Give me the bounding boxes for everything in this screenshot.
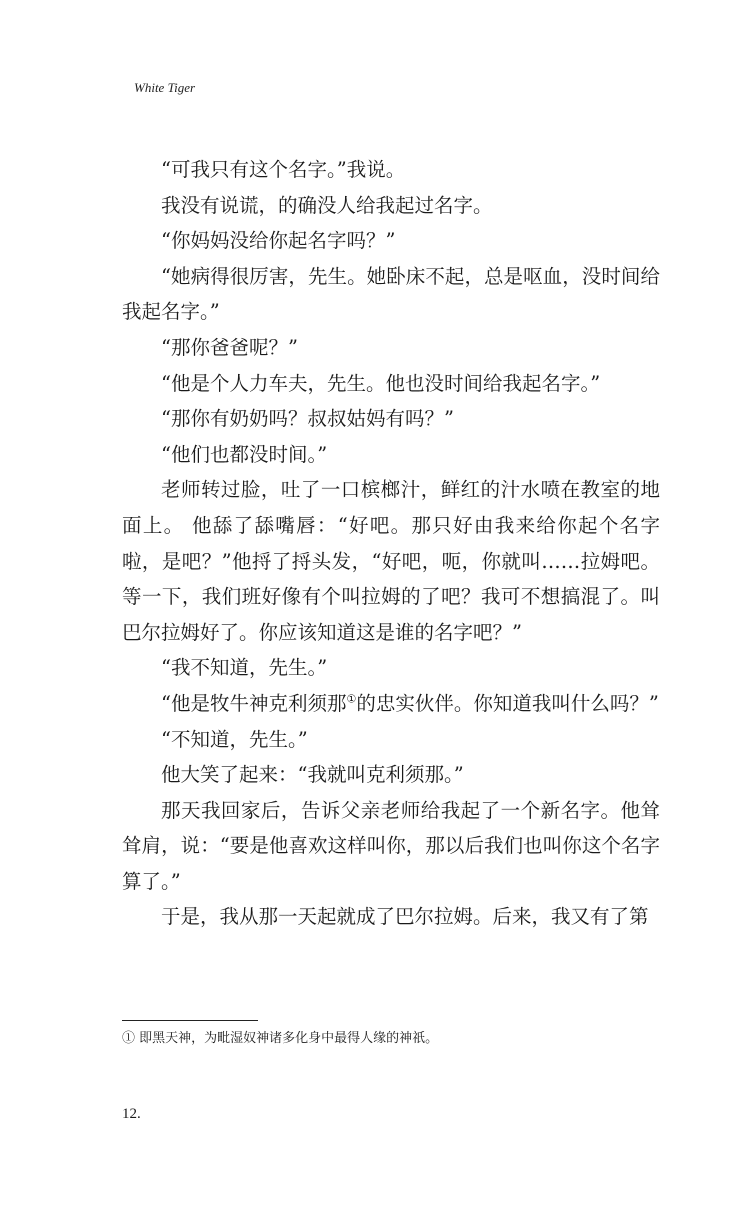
paragraph: “我不知道，先生。” [161, 656, 328, 680]
footnote-rule [122, 1020, 258, 1021]
body-text [122, 152, 660, 935]
paragraph: “可我只有这个名字。”我说。 [161, 158, 406, 181]
paragraph: “她病得很厉害，先生。她卧床不起，总是呕血，没时间给我起名字。” [122, 264, 660, 324]
paragraph: 于是，我从那一天起就成了巴尔拉姆。后来，我又有了第 [161, 905, 649, 929]
paragraph: 我没有说谎，的确没人给我起过名字。 [161, 193, 493, 217]
footnote-mark: ① [122, 1031, 136, 1046]
paragraph: “不知道，先生。” [161, 727, 308, 751]
paragraph: 老师转过脸，吐了一口槟榔汁，鲜红的汁水喷在教室的地面上。 他舔了舔嘴唇：“好吧。那只好由我来给你起个名字啦，是吧？”他捋了捋头发，“好吧，呃，你就叫……拉姆吧。等一下，我们班好像有个叫拉姆的了吧？我可不想搞混了。叫巴尔拉姆好了。你应该知道这是谁的名字吧？” [122, 478, 660, 644]
paragraph: “那你爸爸呢？” [161, 335, 298, 359]
running-head: White Tiger [134, 80, 196, 95]
paragraph-text-before: “他是牧牛神克利须那 [161, 691, 347, 715]
paragraph: 那天我回家后，告诉父亲老师给我起了一个新名字。他耸耸肩，说：“要是他喜欢这样叫你，那以后我们也叫你这个名字算了。” [122, 798, 660, 893]
paragraph: 他大笑了起来：“我就叫克利须那。” [161, 763, 464, 787]
paragraph: “他们也都没时间。” [161, 442, 328, 466]
footnote [122, 1030, 662, 1048]
paragraph-with-footnote-ref [122, 686, 660, 722]
footnote-text: 即黑天神，为毗湿奴神诸多化身中最得人缘的神祇。 [139, 1031, 439, 1046]
paragraph: “你妈妈没给你起名字吗？” [161, 229, 396, 253]
footnote-reference: ① [346, 692, 357, 706]
paragraph-text-after: 的忠实伙伴。你知道我叫什么吗？” [356, 691, 659, 715]
paragraph: “他是个人力车夫，先生。他也没时间给我起名字。” [161, 371, 601, 395]
page-number: 12. [122, 1106, 141, 1122]
paragraph: “那你有奶奶吗？叔叔姑妈有吗？” [161, 407, 454, 431]
